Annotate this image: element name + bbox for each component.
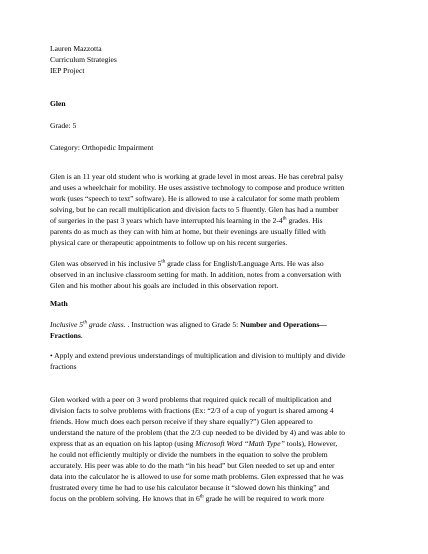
text-span: focus on the problem solving. He knows that in 6	[50, 494, 200, 503]
text-line: observed in an inclusive classroom setting for math. In addition, notes from a conversation with	[50, 270, 342, 279]
text-line: parents do as much as they can with him at home, but their evenings are usually filled with	[50, 227, 326, 236]
superscript: th	[161, 259, 166, 265]
text-span: grade class for English/Language Arts. He was also	[165, 259, 324, 268]
text-line	[50, 258, 380, 269]
text-span: Glen was observed in his inclusive 5	[50, 259, 162, 268]
text-line	[50, 215, 380, 226]
superscript: th	[282, 216, 287, 222]
text-span: tools), However,	[284, 439, 338, 448]
text-line	[50, 493, 380, 504]
background-paragraph	[50, 171, 380, 248]
text-line: work (uses “speech to text” software). He is allowed to use a calculator for some math problem	[50, 194, 340, 203]
math-heading: Math	[50, 299, 68, 308]
author-name: Lauren Mazzotta	[50, 44, 102, 53]
text-span: Inclusive 5	[50, 320, 84, 329]
text-line	[50, 330, 380, 341]
student-category: Category: Orthopedic Impairment	[50, 143, 154, 152]
student-name: Glen	[50, 99, 66, 108]
superscript: th	[199, 494, 204, 500]
text-line: • Apply and extend previous understandings of multiplication and division to multiply and divide	[50, 351, 346, 360]
standard-bullet	[50, 350, 380, 372]
text-line: Glen worked with a peer on 3 word problems that required quick recall of multiplication and	[50, 395, 332, 404]
software-name: Microsoft Word “Math Type”	[195, 439, 285, 448]
text-line: accurately. His peer was able to do the math “in his head” but Glen needed to set up and enter	[50, 461, 335, 470]
text-line: he could not efficiently multiply or divide the numbers in the equation to solve the problem	[50, 450, 328, 459]
text-span: grades. His	[286, 216, 323, 225]
text-line	[50, 438, 380, 449]
text-line: and uses a wheelchair for mobility. He uses assistive technology to compose and produce written	[50, 183, 345, 192]
document-header	[50, 43, 380, 76]
superscript: th	[83, 320, 87, 326]
text-line: understand the nature of the problem (that the 2/3 cup needed to be divided by 4) and was able to	[50, 428, 346, 437]
text-span: grade he will be required to work more	[203, 494, 325, 503]
text-span: of surgeries in the past 3 years which have interrupted his learning in the 2-4	[50, 216, 283, 225]
project-name: IEP Project	[50, 66, 85, 75]
text-line: physical care or therapeutic appointments to follow up on his recent surgeries.	[50, 238, 288, 247]
text-span: . Instruction was aligned to Grade 5:	[125, 320, 241, 329]
course-name: Curriculum Strategies	[50, 55, 117, 64]
text-line: frustrated every time he had to use his calculator because it “slowed down his thinking” and	[50, 483, 330, 492]
text-line: Glen is an 11 year old student who is working at grade level in most areas. He has cerebral palsy	[50, 172, 344, 181]
standard-title: Fractions	[50, 331, 81, 340]
text-line: Glen and his mother about his goals are included in this observation report.	[50, 281, 279, 290]
text-line: data into the calculator he is allowed to use for some math problems. Glen expressed that he was	[50, 472, 344, 481]
text-line	[50, 319, 380, 330]
text-line: division facts to solve problems with fractions (Ex: “2/3 of a cup of yogurt is shared among 4	[50, 406, 334, 415]
text-line: fractions	[50, 362, 77, 371]
student-grade: Grade: 5	[50, 121, 77, 130]
text-span: grade class.	[87, 320, 126, 329]
text-line: solving, but he can recall multiplication and division facts to 5 fluently. Glen has had a number	[50, 205, 339, 214]
text-span: .	[80, 331, 83, 340]
text-line: friends. How much does each person receive if they share equally?”) Glen appeared to	[50, 417, 313, 426]
standard-title: Number and Operations—	[240, 320, 327, 329]
math-observation-paragraph	[50, 394, 380, 504]
observation-paragraph	[50, 258, 380, 291]
text-span: express that as an equation on his laptop (using	[50, 439, 196, 448]
inclusive-class-paragraph	[50, 319, 380, 341]
